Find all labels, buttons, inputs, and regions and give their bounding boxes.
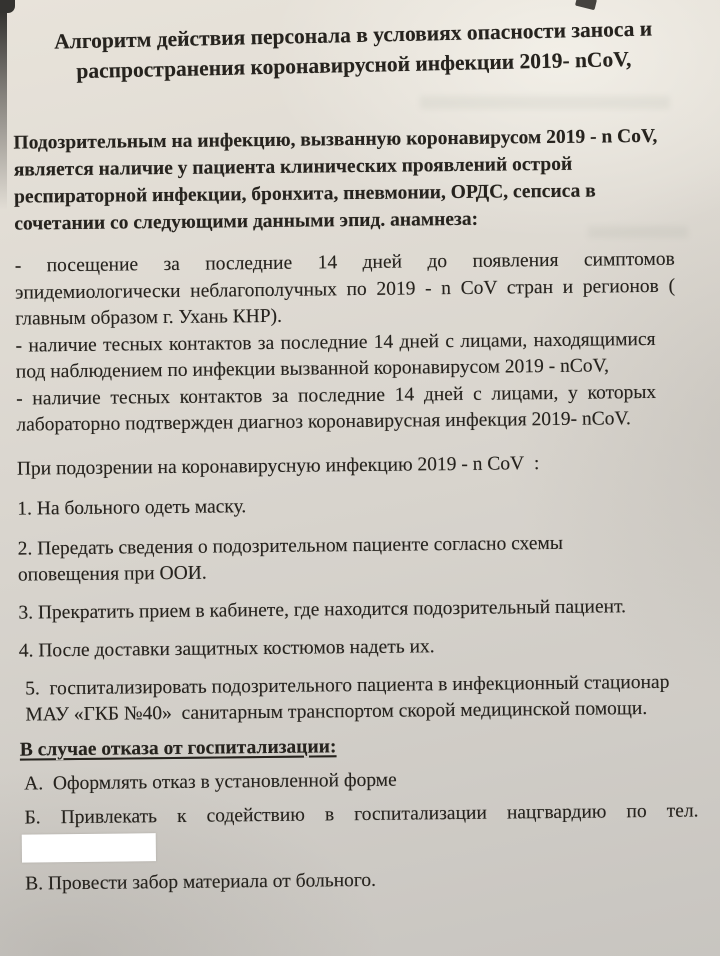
step-item: 3. Прекратить прием в кабинете, где находится подозрительный пациент. <box>18 595 627 624</box>
page-title <box>22 13 685 87</box>
step-item: 5. госпитализировать подозрительного пациента в инфекционный стационар МАУ «ГКБ №40» санитарным транспортом скорой медицинской помощи. <box>25 671 670 726</box>
redaction-box <box>22 833 156 862</box>
list-item: - наличие тесных контактов за последние 14 дней с лицами, у которых лабораторно подтвержден диагноз коронавирусная инфекция 2019- nCoV. <box>16 381 657 436</box>
page-title-line1: Алгоритм действия персонала в условиях опасности заноса и <box>53 16 653 54</box>
step-item: 2. Передать сведения о подозрительном пациенте согласно схемы оповещения при ООИ. <box>17 532 564 586</box>
list-item: - наличие тесных контактов за последние 14 дней с лицами, находящимися под наблюдением по инфекции вызванной коронавирусом 2019 - nCoV, <box>15 328 656 383</box>
list-item: - посещение за последние 14 дней до появления симптомов эпидемиологически неблагополучных по 2019 - n CoV стран и регионов ( главным образом г. Ухань КНР). <box>14 248 676 330</box>
intro-paragraph: Подозрительным на инфекцию, вызванную коронавирусом 2019 - n CoV, является наличие у пациента клинических проявлений острой респираторной инфекции, бронхита, пневмонии, ОРДС, сепсиса в сочетании со следующими данными эпид. анамнеза: <box>13 125 658 235</box>
refusal-item-b: Б. Привлекать к содействию в госпитализации нацгвардию по тел. <box>24 799 699 829</box>
page-title-line2: распространения коронавирусной инфекции 2019- nCoV, <box>76 46 632 84</box>
step-item: 1. На больного одеть маску. <box>17 495 247 520</box>
epid-anamnesis-list <box>15 247 695 440</box>
refusal-item-v: В. Провести забор материала от больного. <box>25 869 377 895</box>
suspicion-lead-line: При подозрении на коронавирусную инфекцию 2019 - n CoV : <box>16 452 540 480</box>
refusal-item-a: А. Оформлять отказ в установленной форме <box>24 769 397 795</box>
step-item: 4. После доставки защитных костюмов надеть их. <box>18 635 435 662</box>
refusal-section-heading: В случае отказа от госпитализации: <box>19 735 337 761</box>
